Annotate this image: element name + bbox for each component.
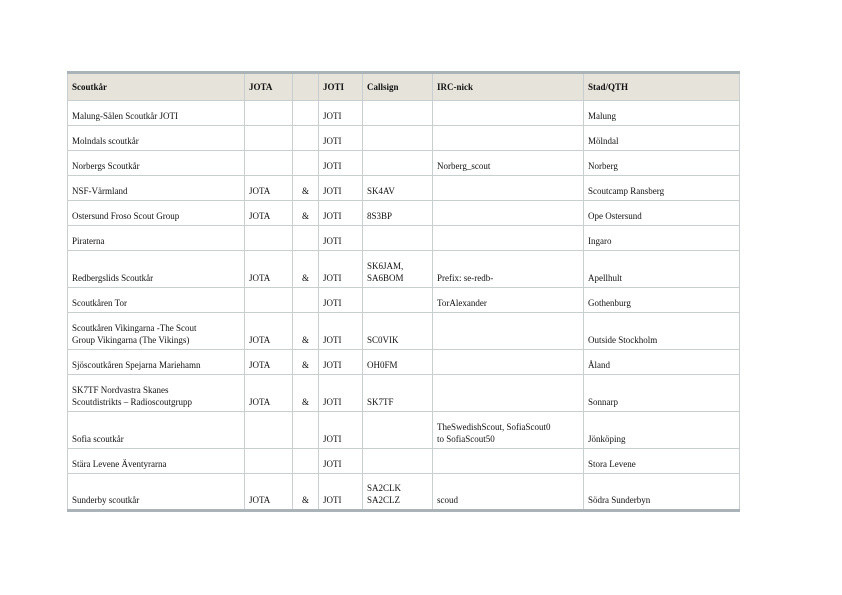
cell-jota: JOTA	[245, 251, 293, 288]
cell-ampersand: &	[293, 474, 319, 511]
cell-ampersand: &	[293, 251, 319, 288]
header-row	[68, 73, 740, 101]
cell-joti: JOTI	[319, 350, 363, 375]
table-row	[68, 313, 740, 350]
table-row	[68, 350, 740, 375]
cell-scoutkar: Molndals scoutkår	[68, 126, 245, 151]
cell-joti: JOTI	[319, 251, 363, 288]
cell-scoutkar: Scoutkåren Vikingarna -The Scout Group Vikingarna (The Vikings)	[68, 313, 245, 350]
cell-jota: JOTA	[245, 375, 293, 412]
cell-callsign	[363, 226, 433, 251]
cell-joti: JOTI	[319, 375, 363, 412]
cell-jota: JOTA	[245, 201, 293, 226]
cell-scoutkar: Sjöscoutkåren Spejarna Mariehamn	[68, 350, 245, 375]
table-row	[68, 226, 740, 251]
cell-ampersand	[293, 412, 319, 449]
table-row	[68, 201, 740, 226]
cell-joti: JOTI	[319, 101, 363, 126]
cell-callsign: 8S3BP	[363, 201, 433, 226]
cell-callsign: SK4AV	[363, 176, 433, 201]
cell-callsign: SC0VIK	[363, 313, 433, 350]
cell-scoutkar: Piraterna	[68, 226, 245, 251]
cell-jota	[245, 151, 293, 176]
cell-ampersand	[293, 226, 319, 251]
cell-jota	[245, 449, 293, 474]
header-irc-nick: IRC-nick	[433, 73, 584, 101]
cell-joti: JOTI	[319, 126, 363, 151]
cell-callsign: OH0FM	[363, 350, 433, 375]
cell-stad-qth: Sonnarp	[584, 375, 740, 412]
table-row	[68, 176, 740, 201]
cell-scoutkar: Sofia scoutkår	[68, 412, 245, 449]
table-row	[68, 126, 740, 151]
cell-stad-qth: Gothenburg	[584, 288, 740, 313]
cell-joti: JOTI	[319, 176, 363, 201]
cell-scoutkar: Ostersund Froso Scout Group	[68, 201, 245, 226]
table-row	[68, 474, 740, 511]
cell-scoutkar: Redbergslids Scoutkår	[68, 251, 245, 288]
cell-stad-qth: Jönköping	[584, 412, 740, 449]
cell-scoutkar: Sunderby scoutkår	[68, 474, 245, 511]
table-row	[68, 449, 740, 474]
cell-callsign	[363, 449, 433, 474]
cell-ampersand	[293, 288, 319, 313]
cell-scoutkar: Malung-Sälen Scoutkår JOTI	[68, 101, 245, 126]
table-row	[68, 251, 740, 288]
cell-jota: JOTA	[245, 350, 293, 375]
cell-ampersand: &	[293, 350, 319, 375]
cell-irc-nick: TheSwedishScout, SofiaScout0 to SofiaScout50	[433, 412, 584, 449]
cell-joti: JOTI	[319, 412, 363, 449]
cell-stad-qth: Mölndal	[584, 126, 740, 151]
cell-ampersand: &	[293, 375, 319, 412]
table-row	[68, 288, 740, 313]
cell-scoutkar: Norbergs Scoutkår	[68, 151, 245, 176]
cell-stad-qth: Ingaro	[584, 226, 740, 251]
cell-scoutkar: Stära Levene Äventyrarna	[68, 449, 245, 474]
cell-jota	[245, 101, 293, 126]
cell-stad-qth: Apellhult	[584, 251, 740, 288]
cell-scoutkar: Scoutkåren Tor	[68, 288, 245, 313]
cell-irc-nick	[433, 375, 584, 412]
cell-joti: JOTI	[319, 474, 363, 511]
cell-joti: JOTI	[319, 313, 363, 350]
cell-irc-nick	[433, 176, 584, 201]
cell-stad-qth: Södra Sunderbyn	[584, 474, 740, 511]
cell-jota	[245, 126, 293, 151]
cell-irc-nick	[433, 101, 584, 126]
cell-jota	[245, 288, 293, 313]
cell-callsign	[363, 126, 433, 151]
header-jota: JOTA	[245, 73, 293, 101]
table-header	[68, 73, 740, 101]
table-row	[68, 375, 740, 412]
cell-irc-nick	[433, 350, 584, 375]
cell-irc-nick	[433, 226, 584, 251]
cell-stad-qth: Ope Ostersund	[584, 201, 740, 226]
cell-irc-nick	[433, 313, 584, 350]
cell-jota: JOTA	[245, 176, 293, 201]
cell-callsign	[363, 101, 433, 126]
cell-irc-nick	[433, 201, 584, 226]
cell-irc-nick	[433, 126, 584, 151]
cell-ampersand	[293, 101, 319, 126]
cell-ampersand: &	[293, 176, 319, 201]
cell-scoutkar: SK7TF Nordvastra Skanes Scoutdistrikts – Radioscoutgrupp	[68, 375, 245, 412]
cell-jota: JOTA	[245, 474, 293, 511]
cell-scoutkar: NSF-Värmland	[68, 176, 245, 201]
cell-irc-nick: scoud	[433, 474, 584, 511]
cell-ampersand	[293, 126, 319, 151]
cell-callsign: SK6JAM, SA6BOM	[363, 251, 433, 288]
cell-callsign	[363, 288, 433, 313]
cell-irc-nick	[433, 449, 584, 474]
cell-joti: JOTI	[319, 449, 363, 474]
cell-ampersand	[293, 151, 319, 176]
cell-ampersand: &	[293, 313, 319, 350]
header-scoutkar: Scoutkår	[68, 73, 245, 101]
cell-irc-nick: Norberg_scout	[433, 151, 584, 176]
cell-ampersand	[293, 449, 319, 474]
cell-stad-qth: Stora Levene	[584, 449, 740, 474]
header-stad-qth: Stad/QTH	[584, 73, 740, 101]
cell-callsign: SA2CLK SA2CLZ	[363, 474, 433, 511]
cell-joti: JOTI	[319, 288, 363, 313]
cell-jota: JOTA	[245, 313, 293, 350]
scout-groups-table	[67, 71, 740, 512]
table-row	[68, 412, 740, 449]
cell-jota	[245, 226, 293, 251]
table-row	[68, 101, 740, 126]
cell-stad-qth: Outside Stockholm	[584, 313, 740, 350]
cell-callsign	[363, 151, 433, 176]
table-body	[68, 101, 740, 511]
cell-irc-nick: TorAlexander	[433, 288, 584, 313]
cell-stad-qth: Malung	[584, 101, 740, 126]
header-ampersand	[293, 73, 319, 101]
cell-joti: JOTI	[319, 151, 363, 176]
cell-jota	[245, 412, 293, 449]
cell-callsign	[363, 412, 433, 449]
cell-ampersand: &	[293, 201, 319, 226]
header-joti: JOTI	[319, 73, 363, 101]
cell-joti: JOTI	[319, 201, 363, 226]
cell-callsign: SK7TF	[363, 375, 433, 412]
cell-stad-qth: Åland	[584, 350, 740, 375]
cell-stad-qth: Norberg	[584, 151, 740, 176]
table-row	[68, 151, 740, 176]
header-callsign: Callsign	[363, 73, 433, 101]
cell-joti: JOTI	[319, 226, 363, 251]
cell-irc-nick: Prefix: se-redb-	[433, 251, 584, 288]
cell-stad-qth: Scoutcamp Ransberg	[584, 176, 740, 201]
